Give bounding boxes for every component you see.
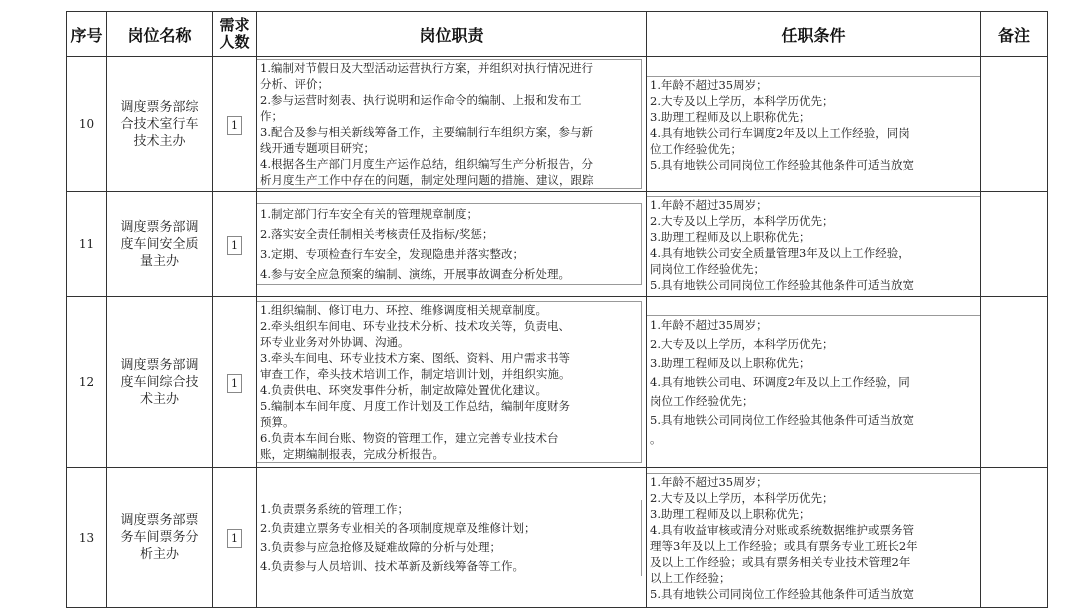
headcount-value: 1 <box>227 374 242 393</box>
requirement-line: 理等3年及以上工作经验；或具有票务专业工班长2年 <box>650 539 918 553</box>
headcount-value: 1 <box>227 236 242 255</box>
position-name-line: 务车间票务分 <box>120 530 199 545</box>
headcount-cell <box>213 57 257 192</box>
duty-line: 1.组织编制、修订电力、环控、维修调度相关规章制度。 <box>260 303 547 317</box>
duty-line: 2.参与运营时刻表、执行说明和运作命令的编制、上报和发布工 <box>260 93 582 107</box>
duty-line: 1.制定部门行车安全有关的管理规章制度； <box>260 207 478 221</box>
duty-line: 环专业业务对外协调、沟通。 <box>260 335 410 349</box>
notes-cell <box>981 297 1048 468</box>
requirement-line: 。 <box>650 432 662 446</box>
position-name <box>107 468 213 608</box>
header-headcount <box>213 12 257 57</box>
notes-cell <box>981 468 1048 608</box>
duty-line: 3.牵头车间电、环专业技术方案、图纸、资料、用户需求书等 <box>260 351 570 365</box>
position-name-line: 量主办 <box>139 253 179 269</box>
headcount-cell <box>213 192 257 297</box>
header-requirements: 任职条件 <box>647 12 981 57</box>
duties-cell <box>257 297 647 468</box>
requirement-line: 2.大专及以上学历，本科学历优先； <box>650 337 834 351</box>
requirement-line: 2.大专及以上学历，本科学历优先； <box>650 93 834 108</box>
table-row <box>67 192 1048 297</box>
position-name-line: 术主办 <box>139 391 179 407</box>
requirement-line: 4.具有收益审核或清分对账或系统数据维护或票务管 <box>650 523 914 537</box>
requirement-line: 3.助理工程师及以上职称优先； <box>650 229 811 244</box>
duty-line: 析月度生产工作中存在的问题，制定处理问题的措施、建议，跟踪 <box>260 173 594 187</box>
headcount-value: 1 <box>227 529 242 548</box>
duty-line: 4.负责参与人员培训、技术革新及新线筹备等工作。 <box>260 558 524 573</box>
duties-cell <box>257 192 647 297</box>
table-row <box>67 57 1048 192</box>
position-name-line: 析主办 <box>139 547 179 562</box>
duty-line: 4.负责供电、环突发事件分析，制定故障处置优化建议。 <box>260 383 547 397</box>
position-name-line: 调度票务部调 <box>120 357 199 373</box>
duty-line: 2.负责建立票务专业相关的各项制度规章及维修计划； <box>260 520 536 535</box>
requirement-line: 3.助理工程师及以上职称优先； <box>650 507 811 521</box>
duty-line: 3.定期、专项检查行车安全，发现隐患并落实整改； <box>260 247 524 261</box>
duty-line: 6.负责本车间台账、物资的管理工作，建立完善专业技术台 <box>260 431 559 445</box>
duty-line: 3.配合及参与相关新线筹备工作，主要编制行车组织方案，参与新 <box>260 125 593 139</box>
duty-line: 预算。 <box>260 415 295 429</box>
requirement-line: 2.大专及以上学历，本科学历优先； <box>650 491 834 505</box>
notes-cell <box>981 192 1048 297</box>
header-duties: 岗位职责 <box>257 12 647 57</box>
requirement-line: 1.年龄不超过35周岁； <box>650 318 768 332</box>
position-name-line: 调度票务部票 <box>120 513 199 528</box>
position-name <box>107 192 213 297</box>
recruitment-table <box>66 11 1048 608</box>
duty-line: 账，定期编制报表，完成分析报告。 <box>260 447 444 461</box>
position-name-line: 度车间综合技 <box>120 374 199 390</box>
requirement-line: 及以上工作经验；或具有票务相关专业技术管理2年 <box>650 555 911 569</box>
duty-line: 1.负责票务系统的管理工作； <box>260 501 409 516</box>
headcount-cell <box>213 297 257 468</box>
duty-line: 5.编制本车间年度、月度工作计划及工作总结，编制年度财务 <box>260 399 570 413</box>
duty-line: 2.牵头组织车间电、环专业技术分析、技术攻关等，负责电、 <box>260 319 570 333</box>
requirements-cell <box>647 57 981 192</box>
duty-line: 线开通专题项目研究； <box>260 141 375 155</box>
requirement-line: 4.具有地铁公司安全质量管理3年及以上工作经验， <box>650 245 910 260</box>
notes-cell <box>981 57 1048 192</box>
position-name-line: 调度票务部综 <box>120 99 199 115</box>
requirement-line: 3.助理工程师及以上职称优先； <box>650 356 811 370</box>
row-seq: 10 <box>67 57 107 192</box>
requirement-line: 位工作经验优先； <box>650 141 742 156</box>
requirements-cell <box>647 192 981 297</box>
duties-cell <box>257 468 647 608</box>
headcount-cell <box>213 468 257 608</box>
header-row <box>67 12 1048 57</box>
requirement-line: 同岗位工作经验优先； <box>650 261 765 276</box>
position-name-line: 技术主办 <box>133 133 186 149</box>
requirement-line: 4.具有地铁公司行车调度2年及以上工作经验，同岗 <box>650 125 910 140</box>
requirement-line: 3.助理工程师及以上职称优先； <box>650 109 811 124</box>
duty-line: 1.编制对节假日及大型活动运营执行方案，并组织对执行情况进行 <box>260 61 593 75</box>
table-row <box>67 297 1048 468</box>
duty-line: 4.参与安全应急预案的编制、演练，开展事故调查分析处理。 <box>260 267 570 281</box>
requirements-cell <box>647 468 981 608</box>
duty-line: 分析、评价； <box>260 77 329 91</box>
requirement-line: 5.具有地铁公司同岗位工作经验其他条件可适当放宽 <box>650 413 914 427</box>
position-name-line: 合技术室行车 <box>120 116 199 132</box>
duty-line: 作； <box>260 109 283 123</box>
requirement-line: 5.具有地铁公司同岗位工作经验其他条件可适当放宽 <box>650 587 914 601</box>
header-headcount-line1: 需求 <box>219 16 250 34</box>
requirements-cell <box>647 297 981 468</box>
position-name <box>107 57 213 192</box>
header-position-name: 岗位名称 <box>107 12 213 57</box>
row-seq: 11 <box>67 192 107 297</box>
header-notes: 备注 <box>981 12 1048 57</box>
duty-line: 审查工作，牵头技术培训工作，制定培训计划，并组织实施。 <box>260 367 571 381</box>
requirement-line: 5.具有地铁公司同岗位工作经验其他条件可适当放宽 <box>650 277 914 292</box>
row-seq: 12 <box>67 297 107 468</box>
table-row <box>67 468 1048 608</box>
header-seq: 序号 <box>67 12 107 57</box>
requirement-line: 2.大专及以上学历，本科学历优先； <box>650 213 834 228</box>
position-name <box>107 297 213 468</box>
header-headcount-line2: 人数 <box>219 33 250 51</box>
requirement-line: 4.具有地铁公司电、环调度2年及以上工作经验，同 <box>650 375 910 389</box>
position-name-line: 调度票务部调 <box>120 219 199 235</box>
duty-line: 2.落实安全责任制相关考核责任及指标/奖惩； <box>260 227 494 241</box>
requirement-line: 岗位工作经验优先； <box>650 394 754 408</box>
duty-line: 4.根据各生产部门月度生产运作总结，组织编写生产分析报告，分 <box>260 157 593 171</box>
position-name-line: 度车间安全质 <box>120 236 199 252</box>
duties-cell <box>257 57 647 192</box>
row-seq: 13 <box>67 468 107 608</box>
headcount-value: 1 <box>227 116 242 135</box>
requirement-line: 5.具有地铁公司同岗位工作经验其他条件可适当放宽 <box>650 157 914 172</box>
requirement-line: 1.年龄不超过35周岁； <box>650 77 768 92</box>
requirement-line: 以上工作经验； <box>650 571 731 585</box>
requirement-line: 1.年龄不超过35周岁； <box>650 197 768 212</box>
duty-line: 3.负责参与应急抢修及疑难故障的分析与处理； <box>260 539 501 554</box>
requirement-line: 1.年龄不超过35周岁； <box>650 475 768 489</box>
